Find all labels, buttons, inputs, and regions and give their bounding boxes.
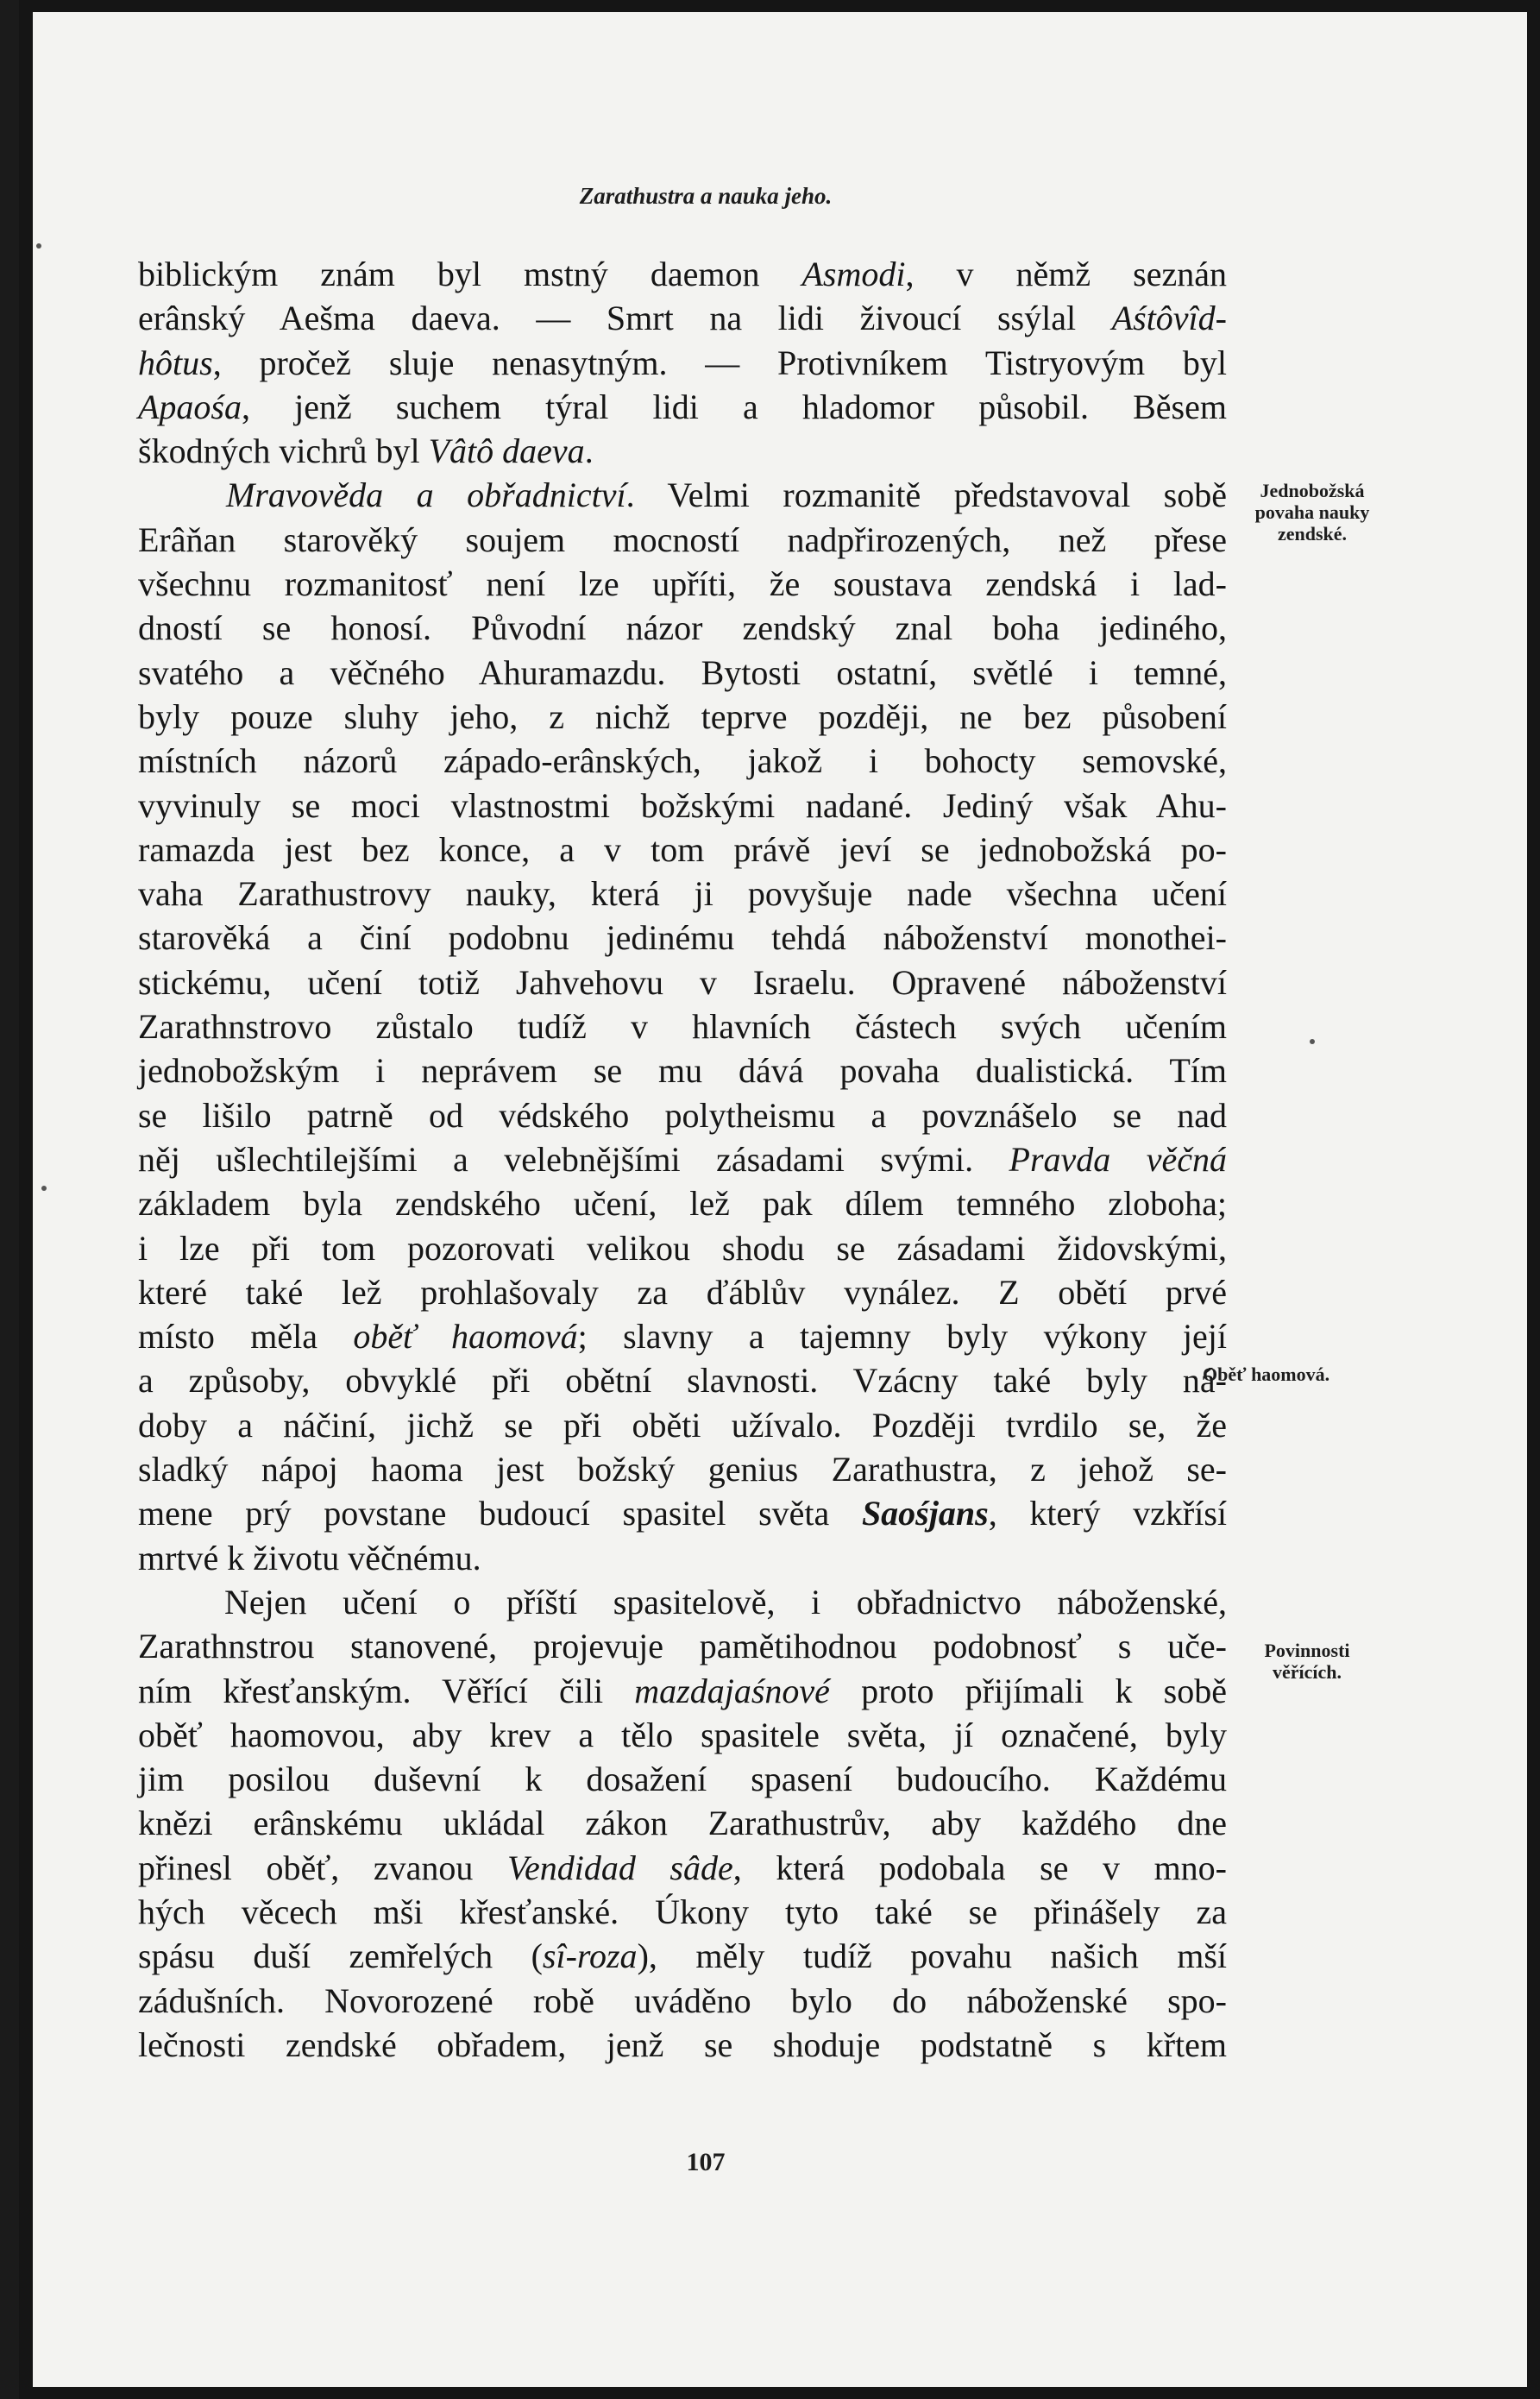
- text-segment: ním křesťanským. Věřící čili: [138, 1671, 635, 1710]
- text-segment: proto přijímali k sobě: [829, 1671, 1227, 1710]
- text-segment: , pročež sluje nenasytným. — Protivníkem Tistryovým byl: [212, 343, 1227, 382]
- text-line: [138, 341, 1227, 385]
- text-line: [138, 1048, 1227, 1092]
- text-line: [138, 1536, 1227, 1580]
- bold-italic-term: Saośjans: [861, 1494, 989, 1533]
- text-segment: základem byla zendského učení, lež pak dílem temného zloboha;: [138, 1184, 1227, 1224]
- text-line: [138, 739, 1227, 783]
- text-line: [138, 296, 1227, 340]
- text-segment: Erâňan starověký soujem mocností nadpřirozených, než přese: [138, 519, 1227, 559]
- text-segment: i lze při tom pozorovati velikou shodu se zásadami židovskými,: [138, 1228, 1227, 1268]
- text-segment: byly pouze sluhy jeho, z nichž teprve později, ne bez působení: [138, 696, 1227, 736]
- marginal-note-line: Jednobožská: [1260, 480, 1365, 501]
- text-segment: vyvinuly se moci vlastnostmi božskými nadané. Jediný však Ahu-: [138, 785, 1227, 825]
- text-line: [138, 872, 1227, 916]
- text-line: [138, 1226, 1227, 1270]
- italic-term: Asmodi: [801, 255, 906, 293]
- scan-speck: [36, 243, 41, 249]
- text-line: [138, 473, 1227, 517]
- text-line: [138, 1624, 1227, 1668]
- text-line: [138, 695, 1227, 739]
- text-line: [138, 1801, 1227, 1845]
- text-segment: mrtvé k životu věčnému.: [138, 1538, 481, 1577]
- text-line: [138, 1093, 1227, 1137]
- text-segment: doby a náčiní, jichž se při oběti užívalo. Později tvrdilo se, že: [138, 1405, 1227, 1445]
- text-segment: něj ušlechtilejšími a velebnějšími zásadami svými.: [138, 1139, 1009, 1179]
- running-head: Zarathustra a nauka jeho.: [579, 183, 833, 209]
- text-segment: starověká a činí podobnu jedinému tehdá náboženství monothei-: [138, 918, 1227, 958]
- body-text: [138, 252, 1227, 2067]
- text-segment: , který vzkřísí: [988, 1494, 1227, 1533]
- italic-term: mazdajaśnové: [634, 1671, 830, 1710]
- text-segment: hých věcech mši křesťanské. Úkony tyto také se přinášely za: [138, 1892, 1227, 1931]
- text-segment: přinesl oběť, zvanou: [138, 1848, 507, 1887]
- text-segment: erânský Aešma daeva. — Smrt na lidi živoucí ssýlal: [138, 299, 1112, 338]
- text-line: [138, 1757, 1227, 1801]
- text-line: [138, 2023, 1227, 2067]
- text-segment: jim posilou duševní k dosažení spasení budoucího. Každému: [138, 1760, 1227, 1799]
- text-line: [138, 1890, 1227, 1934]
- text-segment: které také lež prohlašovaly za ďáblův vynález. Z obětí prvé: [138, 1272, 1227, 1312]
- text-segment: škodných vichrů byl: [138, 431, 429, 471]
- text-line: [138, 1358, 1227, 1402]
- text-segment: zádušních. Novorozené robě uváděno bylo do náboženské spo-: [138, 1980, 1227, 2020]
- italic-term: sî-roza: [542, 1936, 638, 1976]
- text-line: [138, 1181, 1227, 1225]
- italic-term: Vendidad sâde: [506, 1848, 733, 1887]
- text-segment: , která podobala se v mno-: [732, 1848, 1228, 1887]
- text-line: [138, 916, 1227, 960]
- text-line: [138, 1713, 1227, 1757]
- text-segment: stickému, učení totiž Jahvehovu v Israelu. Opravené náboženství: [138, 962, 1227, 1002]
- marginal-note-duties-of-believers: [1216, 1640, 1398, 1683]
- text-segment: mene prý povstane budoucí spasitel světa: [138, 1494, 862, 1533]
- text-segment: všechnu rozmanitosť není lze upříti, že soustava zendská i lad-: [138, 564, 1227, 604]
- text-line: [138, 252, 1227, 296]
- text-segment: , jenž suchem týral lidi a hladomor působil. Běsem: [242, 387, 1227, 426]
- text-segment: vaha Zarathustrovy nauky, která ji povyšuje nade všechna učení: [138, 874, 1227, 914]
- text-line: [138, 429, 1227, 473]
- text-line: [138, 651, 1227, 695]
- book-page: [33, 12, 1527, 2387]
- text-line: [138, 1580, 1227, 1624]
- text-segment: sladký nápoj haoma jest božský genius Zarathustra, z jehož se-: [138, 1450, 1227, 1489]
- scan-edge: [0, 0, 19, 2399]
- text-segment: jednobožským i neprávem se mu dává povaha dualistická. Tím: [138, 1051, 1227, 1091]
- text-line: [138, 1491, 1227, 1535]
- text-line: [138, 1934, 1227, 1978]
- text-line: [138, 562, 1227, 606]
- text-line: [138, 385, 1227, 429]
- italic-term: Mravověda a obřadnictví: [226, 475, 626, 515]
- italic-term: hôtus: [138, 343, 213, 382]
- text-segment: oběť haomovou, aby krev a tělo spasitele světa, jí označené, byly: [138, 1715, 1227, 1754]
- marginal-note-line: věřících.: [1272, 1661, 1342, 1683]
- text-segment: .: [584, 431, 594, 471]
- scan-speck: [41, 1186, 47, 1191]
- text-line: [138, 784, 1227, 828]
- text-segment: se lišilo patrně od védského polytheismu a povznášelo se nad: [138, 1095, 1227, 1135]
- text-segment: Zarathnstrovo zůstalo tudíž v hlavních částech svých učením: [138, 1007, 1227, 1047]
- text-line: [138, 518, 1227, 562]
- marginal-note-line: povaha nauky: [1254, 501, 1370, 523]
- text-line: [138, 1137, 1227, 1181]
- text-line: [138, 1846, 1227, 1890]
- text-segment: místních názorů západo-erânských, jakož i bohocty semovské,: [138, 741, 1227, 781]
- text-line: [138, 606, 1227, 650]
- text-line: [138, 960, 1227, 1004]
- italic-term: Aśtôvîd-: [1111, 299, 1227, 338]
- italic-term: oběť haomová: [353, 1317, 578, 1357]
- text-line: [138, 1403, 1227, 1447]
- text-segment: knězi erânskému ukládal zákon Zarathustrův, aby každého dne: [138, 1804, 1227, 1843]
- marginal-note-haoma-sacrifice: [1203, 1363, 1427, 1385]
- marginal-note-line: Povinnosti: [1264, 1640, 1350, 1661]
- text-line: [138, 1270, 1227, 1314]
- marginal-note-monotheism: [1213, 480, 1411, 545]
- marginal-note-line: Oběť haomová.: [1203, 1363, 1330, 1385]
- text-segment: ), měly tudíž povahu našich mší: [637, 1936, 1227, 1976]
- text-line: [138, 828, 1227, 872]
- text-segment: Nejen učení o příští spasitelově, i obřadnictvo náboženské,: [224, 1582, 1227, 1621]
- text-segment: . Velmi rozmanitě představoval sobě: [625, 475, 1227, 515]
- text-segment: spásu duší zemřelých (: [138, 1936, 543, 1976]
- italic-term: Vâtô daeva: [428, 431, 585, 471]
- text-line: [138, 1979, 1227, 2023]
- text-line: [138, 1669, 1227, 1713]
- text-line: [138, 1447, 1227, 1491]
- text-segment: svatého a věčného Ahuramazdu. Bytosti ostatní, světlé i temné,: [138, 652, 1227, 692]
- text-segment: biblickým znám byl mstný daemon: [138, 255, 802, 293]
- text-segment: místo měla: [138, 1317, 354, 1357]
- page-number: 107: [686, 2148, 726, 2176]
- text-segment: ramazda jest bez konce, a v tom právě jeví se jednobožská po-: [138, 829, 1227, 869]
- text-segment: , v němž seznán: [905, 255, 1228, 293]
- italic-term: Apaośa: [138, 387, 242, 426]
- italic-term: Pravda věčná: [1009, 1139, 1227, 1179]
- text-segment: lečnosti zendské obřadem, jenž se shoduje podstatně s křtem: [138, 2024, 1227, 2064]
- text-line: [138, 1314, 1227, 1358]
- text-line: [138, 1004, 1227, 1048]
- text-segment: ; slavny a tajemny byly výkony její: [577, 1317, 1228, 1357]
- marginal-note-line: zendské.: [1277, 523, 1348, 545]
- scan-speck: [1310, 1039, 1315, 1044]
- text-segment: a způsoby, obvyklé při obětní slavnosti. Vzácny také byly ná-: [138, 1361, 1227, 1401]
- text-segment: Zarathnstrou stanovené, projevuje pamětihodnou podobnosť s uče-: [138, 1627, 1227, 1666]
- text-segment: dností se honosí. Původní názor zendský znal boha jediného,: [138, 608, 1227, 648]
